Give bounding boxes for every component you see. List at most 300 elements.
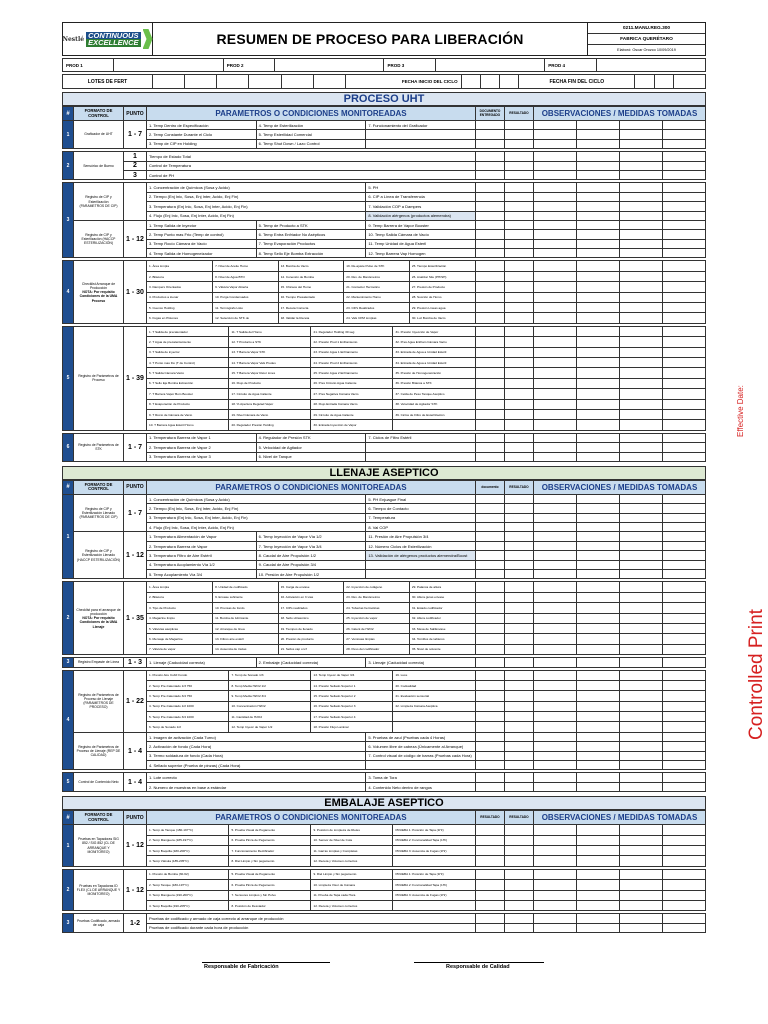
obs-cell[interactable] bbox=[662, 570, 705, 579]
obs-cell[interactable] bbox=[662, 230, 705, 239]
obs-cell[interactable] bbox=[619, 443, 662, 452]
obs-cell[interactable] bbox=[662, 761, 705, 770]
obs-cell[interactable] bbox=[619, 202, 662, 211]
obs-cell[interactable] bbox=[576, 368, 619, 378]
obs-cell[interactable] bbox=[576, 541, 619, 550]
obs-cell[interactable] bbox=[576, 880, 619, 890]
obs-cell[interactable] bbox=[533, 603, 576, 613]
doc-check-cell[interactable] bbox=[475, 368, 504, 378]
obs-cell[interactable] bbox=[619, 220, 662, 229]
obs-cell[interactable] bbox=[576, 773, 619, 782]
result-cell[interactable] bbox=[504, 326, 533, 336]
obs-cell[interactable] bbox=[576, 914, 619, 923]
obs-cell[interactable] bbox=[576, 399, 619, 409]
obs-cell[interactable] bbox=[662, 170, 705, 179]
obs-cell[interactable] bbox=[576, 211, 619, 220]
obs-cell[interactable] bbox=[662, 452, 705, 461]
result-cell[interactable] bbox=[504, 230, 533, 239]
obs-cell[interactable] bbox=[662, 368, 705, 378]
doc-check-cell[interactable] bbox=[475, 121, 504, 130]
obs-cell[interactable] bbox=[576, 433, 619, 442]
obs-cell[interactable] bbox=[533, 282, 576, 292]
obs-cell[interactable] bbox=[619, 541, 662, 550]
obs-cell[interactable] bbox=[619, 409, 662, 419]
obs-cell[interactable] bbox=[662, 560, 705, 569]
obs-cell[interactable] bbox=[533, 722, 576, 732]
obs-cell[interactable] bbox=[533, 249, 576, 258]
result-cell[interactable] bbox=[504, 152, 533, 161]
obs-cell[interactable] bbox=[533, 303, 576, 313]
obs-cell[interactable] bbox=[619, 644, 662, 654]
obs-cell[interactable] bbox=[662, 357, 705, 367]
obs-cell[interactable] bbox=[662, 239, 705, 248]
doc-check-cell[interactable] bbox=[475, 623, 504, 633]
doc-check-cell[interactable] bbox=[475, 551, 504, 560]
obs-cell[interactable] bbox=[662, 292, 705, 302]
result-cell[interactable] bbox=[504, 680, 533, 690]
result-cell[interactable] bbox=[504, 856, 533, 866]
obs-cell[interactable] bbox=[576, 532, 619, 541]
result-cell[interactable] bbox=[504, 368, 533, 378]
obs-cell[interactable] bbox=[533, 644, 576, 654]
obs-cell[interactable] bbox=[533, 523, 576, 532]
obs-cell[interactable] bbox=[576, 603, 619, 613]
result-cell[interactable] bbox=[504, 532, 533, 541]
obs-cell[interactable] bbox=[533, 337, 576, 347]
obs-cell[interactable] bbox=[533, 869, 576, 879]
doc-check-cell[interactable] bbox=[475, 742, 504, 751]
obs-cell[interactable] bbox=[533, 782, 576, 791]
obs-cell[interactable] bbox=[662, 732, 705, 741]
doc-check-cell[interactable] bbox=[475, 378, 504, 388]
obs-cell[interactable] bbox=[662, 261, 705, 271]
obs-cell[interactable] bbox=[533, 914, 576, 923]
obs-cell[interactable] bbox=[662, 494, 705, 503]
result-cell[interactable] bbox=[504, 513, 533, 522]
result-cell[interactable] bbox=[504, 603, 533, 613]
obs-cell[interactable] bbox=[576, 634, 619, 644]
obs-cell[interactable] bbox=[662, 722, 705, 732]
signature-line-fabricacion[interactable] bbox=[202, 962, 330, 963]
doc-check-cell[interactable] bbox=[475, 183, 504, 192]
obs-cell[interactable] bbox=[619, 271, 662, 281]
result-cell[interactable] bbox=[504, 551, 533, 560]
obs-cell[interactable] bbox=[662, 582, 705, 592]
result-cell[interactable] bbox=[504, 192, 533, 201]
doc-check-cell[interactable] bbox=[475, 825, 504, 835]
obs-cell[interactable] bbox=[619, 230, 662, 239]
obs-cell[interactable] bbox=[533, 420, 576, 430]
obs-cell[interactable] bbox=[533, 846, 576, 856]
obs-cell[interactable] bbox=[619, 261, 662, 271]
result-cell[interactable] bbox=[504, 161, 533, 170]
obs-cell[interactable] bbox=[619, 634, 662, 644]
obs-cell[interactable] bbox=[619, 239, 662, 248]
obs-cell[interactable] bbox=[576, 326, 619, 336]
result-cell[interactable] bbox=[504, 433, 533, 442]
obs-cell[interactable] bbox=[576, 378, 619, 388]
obs-cell[interactable] bbox=[533, 139, 576, 148]
obs-cell[interactable] bbox=[533, 183, 576, 192]
obs-cell[interactable] bbox=[576, 220, 619, 229]
obs-cell[interactable] bbox=[619, 121, 662, 130]
obs-cell[interactable] bbox=[533, 513, 576, 522]
obs-cell[interactable] bbox=[533, 532, 576, 541]
obs-cell[interactable] bbox=[619, 433, 662, 442]
obs-cell[interactable] bbox=[619, 582, 662, 592]
obs-cell[interactable] bbox=[533, 541, 576, 550]
result-cell[interactable] bbox=[504, 835, 533, 845]
result-cell[interactable] bbox=[504, 592, 533, 602]
obs-cell[interactable] bbox=[619, 303, 662, 313]
lot-field[interactable] bbox=[217, 75, 249, 89]
obs-cell[interactable] bbox=[662, 773, 705, 782]
doc-check-cell[interactable] bbox=[475, 347, 504, 357]
doc-check-cell[interactable] bbox=[475, 292, 504, 302]
doc-check-cell[interactable] bbox=[475, 130, 504, 139]
result-cell[interactable] bbox=[504, 722, 533, 732]
obs-cell[interactable] bbox=[662, 399, 705, 409]
obs-cell[interactable] bbox=[533, 326, 576, 336]
obs-cell[interactable] bbox=[619, 378, 662, 388]
obs-cell[interactable] bbox=[576, 570, 619, 579]
obs-cell[interactable] bbox=[662, 856, 705, 866]
doc-check-cell[interactable] bbox=[475, 634, 504, 644]
obs-cell[interactable] bbox=[662, 303, 705, 313]
result-cell[interactable] bbox=[504, 658, 533, 667]
obs-cell[interactable] bbox=[533, 923, 576, 932]
obs-cell[interactable] bbox=[662, 139, 705, 148]
obs-cell[interactable] bbox=[662, 504, 705, 513]
obs-cell[interactable] bbox=[619, 170, 662, 179]
obs-cell[interactable] bbox=[662, 900, 705, 910]
cycle-end-field[interactable] bbox=[654, 75, 673, 89]
result-cell[interactable] bbox=[504, 239, 533, 248]
doc-check-cell[interactable] bbox=[475, 914, 504, 923]
doc-check-cell[interactable] bbox=[475, 271, 504, 281]
obs-cell[interactable] bbox=[533, 835, 576, 845]
obs-cell[interactable] bbox=[619, 389, 662, 399]
obs-cell[interactable] bbox=[662, 613, 705, 623]
obs-cell[interactable] bbox=[533, 732, 576, 741]
obs-cell[interactable] bbox=[576, 292, 619, 302]
obs-cell[interactable] bbox=[533, 170, 576, 179]
result-cell[interactable] bbox=[504, 211, 533, 220]
obs-cell[interactable] bbox=[576, 582, 619, 592]
obs-cell[interactable] bbox=[619, 680, 662, 690]
obs-cell[interactable] bbox=[576, 303, 619, 313]
result-cell[interactable] bbox=[504, 357, 533, 367]
obs-cell[interactable] bbox=[533, 504, 576, 513]
obs-cell[interactable] bbox=[533, 313, 576, 323]
doc-check-cell[interactable] bbox=[475, 303, 504, 313]
obs-cell[interactable] bbox=[662, 282, 705, 292]
doc-check-cell[interactable] bbox=[475, 239, 504, 248]
result-cell[interactable] bbox=[504, 560, 533, 569]
result-cell[interactable] bbox=[504, 399, 533, 409]
obs-cell[interactable] bbox=[576, 712, 619, 722]
doc-check-cell[interactable] bbox=[475, 541, 504, 550]
obs-cell[interactable] bbox=[533, 130, 576, 139]
obs-cell[interactable] bbox=[576, 139, 619, 148]
obs-cell[interactable] bbox=[619, 282, 662, 292]
obs-cell[interactable] bbox=[662, 183, 705, 192]
obs-cell[interactable] bbox=[619, 152, 662, 161]
obs-cell[interactable] bbox=[662, 603, 705, 613]
result-cell[interactable] bbox=[504, 220, 533, 229]
cycle-start-field[interactable] bbox=[480, 75, 499, 89]
obs-cell[interactable] bbox=[533, 712, 576, 722]
doc-check-cell[interactable] bbox=[475, 658, 504, 667]
doc-check-cell[interactable] bbox=[475, 220, 504, 229]
obs-cell[interactable] bbox=[619, 192, 662, 201]
obs-cell[interactable] bbox=[662, 202, 705, 211]
doc-check-cell[interactable] bbox=[475, 139, 504, 148]
obs-cell[interactable] bbox=[576, 420, 619, 430]
obs-cell[interactable] bbox=[619, 890, 662, 900]
obs-cell[interactable] bbox=[576, 732, 619, 741]
prod1-field[interactable] bbox=[114, 59, 223, 72]
obs-cell[interactable] bbox=[662, 409, 705, 419]
doc-check-cell[interactable] bbox=[475, 592, 504, 602]
doc-check-cell[interactable] bbox=[475, 261, 504, 271]
doc-check-cell[interactable] bbox=[475, 357, 504, 367]
doc-check-cell[interactable] bbox=[475, 603, 504, 613]
obs-cell[interactable] bbox=[619, 249, 662, 258]
result-cell[interactable] bbox=[504, 389, 533, 399]
obs-cell[interactable] bbox=[576, 513, 619, 522]
lot-field[interactable] bbox=[313, 75, 345, 89]
obs-cell[interactable] bbox=[576, 249, 619, 258]
obs-cell[interactable] bbox=[533, 825, 576, 835]
obs-cell[interactable] bbox=[662, 592, 705, 602]
obs-cell[interactable] bbox=[662, 313, 705, 323]
obs-cell[interactable] bbox=[662, 249, 705, 258]
obs-cell[interactable] bbox=[576, 347, 619, 357]
obs-cell[interactable] bbox=[619, 504, 662, 513]
doc-check-cell[interactable] bbox=[475, 389, 504, 399]
obs-cell[interactable] bbox=[576, 644, 619, 654]
obs-cell[interactable] bbox=[662, 443, 705, 452]
result-cell[interactable] bbox=[504, 202, 533, 211]
doc-check-cell[interactable] bbox=[475, 399, 504, 409]
obs-cell[interactable] bbox=[619, 869, 662, 879]
result-cell[interactable] bbox=[504, 634, 533, 644]
obs-cell[interactable] bbox=[662, 701, 705, 711]
obs-cell[interactable] bbox=[619, 923, 662, 932]
lot-field[interactable] bbox=[185, 75, 217, 89]
result-cell[interactable] bbox=[504, 869, 533, 879]
doc-check-cell[interactable] bbox=[475, 532, 504, 541]
result-cell[interactable] bbox=[504, 282, 533, 292]
doc-check-cell[interactable] bbox=[475, 504, 504, 513]
obs-cell[interactable] bbox=[576, 494, 619, 503]
obs-cell[interactable] bbox=[576, 202, 619, 211]
obs-cell[interactable] bbox=[662, 691, 705, 701]
result-cell[interactable] bbox=[504, 742, 533, 751]
result-cell[interactable] bbox=[504, 292, 533, 302]
obs-cell[interactable] bbox=[662, 541, 705, 550]
obs-cell[interactable] bbox=[576, 443, 619, 452]
result-cell[interactable] bbox=[504, 782, 533, 791]
doc-check-cell[interactable] bbox=[475, 701, 504, 711]
obs-cell[interactable] bbox=[576, 670, 619, 680]
result-cell[interactable] bbox=[504, 378, 533, 388]
obs-cell[interactable] bbox=[576, 504, 619, 513]
doc-check-cell[interactable] bbox=[475, 326, 504, 336]
result-cell[interactable] bbox=[504, 613, 533, 623]
result-cell[interactable] bbox=[504, 751, 533, 760]
obs-cell[interactable] bbox=[619, 494, 662, 503]
result-cell[interactable] bbox=[504, 420, 533, 430]
obs-cell[interactable] bbox=[533, 613, 576, 623]
obs-cell[interactable] bbox=[619, 732, 662, 741]
doc-check-cell[interactable] bbox=[475, 680, 504, 690]
obs-cell[interactable] bbox=[662, 644, 705, 654]
result-cell[interactable] bbox=[504, 623, 533, 633]
obs-cell[interactable] bbox=[662, 121, 705, 130]
lot-field[interactable] bbox=[153, 75, 185, 89]
obs-cell[interactable] bbox=[619, 623, 662, 633]
obs-cell[interactable] bbox=[533, 582, 576, 592]
obs-cell[interactable] bbox=[619, 292, 662, 302]
doc-check-cell[interactable] bbox=[475, 170, 504, 179]
obs-cell[interactable] bbox=[576, 742, 619, 751]
doc-check-cell[interactable] bbox=[475, 192, 504, 201]
doc-check-cell[interactable] bbox=[475, 835, 504, 845]
doc-check-cell[interactable] bbox=[475, 523, 504, 532]
doc-check-cell[interactable] bbox=[475, 900, 504, 910]
obs-cell[interactable] bbox=[619, 452, 662, 461]
obs-cell[interactable] bbox=[576, 900, 619, 910]
obs-cell[interactable] bbox=[662, 192, 705, 201]
doc-check-cell[interactable] bbox=[475, 582, 504, 592]
obs-cell[interactable] bbox=[619, 337, 662, 347]
obs-cell[interactable] bbox=[662, 658, 705, 667]
obs-cell[interactable] bbox=[662, 825, 705, 835]
obs-cell[interactable] bbox=[576, 230, 619, 239]
obs-cell[interactable] bbox=[662, 271, 705, 281]
obs-cell[interactable] bbox=[576, 761, 619, 770]
obs-cell[interactable] bbox=[533, 452, 576, 461]
obs-cell[interactable] bbox=[662, 634, 705, 644]
obs-cell[interactable] bbox=[619, 742, 662, 751]
cycle-start-field[interactable] bbox=[461, 75, 480, 89]
obs-cell[interactable] bbox=[576, 282, 619, 292]
result-cell[interactable] bbox=[504, 494, 533, 503]
obs-cell[interactable] bbox=[533, 560, 576, 569]
obs-cell[interactable] bbox=[619, 560, 662, 569]
obs-cell[interactable] bbox=[619, 835, 662, 845]
obs-cell[interactable] bbox=[533, 691, 576, 701]
lot-field[interactable] bbox=[249, 75, 281, 89]
doc-check-cell[interactable] bbox=[475, 869, 504, 879]
obs-cell[interactable] bbox=[576, 846, 619, 856]
obs-cell[interactable] bbox=[533, 761, 576, 770]
obs-cell[interactable] bbox=[619, 399, 662, 409]
result-cell[interactable] bbox=[504, 504, 533, 513]
obs-cell[interactable] bbox=[576, 560, 619, 569]
obs-cell[interactable] bbox=[576, 592, 619, 602]
obs-cell[interactable] bbox=[576, 890, 619, 900]
obs-cell[interactable] bbox=[619, 691, 662, 701]
doc-check-cell[interactable] bbox=[475, 890, 504, 900]
doc-check-cell[interactable] bbox=[475, 773, 504, 782]
obs-cell[interactable] bbox=[576, 722, 619, 732]
obs-cell[interactable] bbox=[576, 523, 619, 532]
result-cell[interactable] bbox=[504, 121, 533, 130]
result-cell[interactable] bbox=[504, 825, 533, 835]
obs-cell[interactable] bbox=[662, 532, 705, 541]
result-cell[interactable] bbox=[504, 773, 533, 782]
obs-cell[interactable] bbox=[619, 130, 662, 139]
obs-cell[interactable] bbox=[576, 409, 619, 419]
obs-cell[interactable] bbox=[662, 420, 705, 430]
obs-cell[interactable] bbox=[619, 357, 662, 367]
cycle-end-field[interactable] bbox=[635, 75, 654, 89]
result-cell[interactable] bbox=[504, 347, 533, 357]
result-cell[interactable] bbox=[504, 183, 533, 192]
obs-cell[interactable] bbox=[576, 613, 619, 623]
obs-cell[interactable] bbox=[662, 923, 705, 932]
doc-check-cell[interactable] bbox=[475, 282, 504, 292]
obs-cell[interactable] bbox=[662, 161, 705, 170]
obs-cell[interactable] bbox=[576, 691, 619, 701]
doc-check-cell[interactable] bbox=[475, 202, 504, 211]
doc-check-cell[interactable] bbox=[475, 880, 504, 890]
obs-cell[interactable] bbox=[619, 701, 662, 711]
obs-cell[interactable] bbox=[619, 592, 662, 602]
result-cell[interactable] bbox=[504, 452, 533, 461]
doc-check-cell[interactable] bbox=[475, 513, 504, 522]
obs-cell[interactable] bbox=[619, 313, 662, 323]
obs-cell[interactable] bbox=[662, 130, 705, 139]
obs-cell[interactable] bbox=[533, 623, 576, 633]
obs-cell[interactable] bbox=[662, 551, 705, 560]
obs-cell[interactable] bbox=[576, 239, 619, 248]
doc-check-cell[interactable] bbox=[475, 420, 504, 430]
obs-cell[interactable] bbox=[533, 271, 576, 281]
doc-check-cell[interactable] bbox=[475, 712, 504, 722]
obs-cell[interactable] bbox=[619, 513, 662, 522]
result-cell[interactable] bbox=[504, 644, 533, 654]
doc-check-cell[interactable] bbox=[475, 249, 504, 258]
obs-cell[interactable] bbox=[619, 347, 662, 357]
doc-check-cell[interactable] bbox=[475, 644, 504, 654]
obs-cell[interactable] bbox=[533, 701, 576, 711]
obs-cell[interactable] bbox=[662, 433, 705, 442]
obs-cell[interactable] bbox=[619, 856, 662, 866]
doc-check-cell[interactable] bbox=[475, 433, 504, 442]
doc-check-cell[interactable] bbox=[475, 494, 504, 503]
obs-cell[interactable] bbox=[533, 494, 576, 503]
obs-cell[interactable] bbox=[533, 670, 576, 680]
doc-check-cell[interactable] bbox=[475, 211, 504, 220]
signature-line-calidad[interactable] bbox=[414, 962, 544, 963]
obs-cell[interactable] bbox=[662, 337, 705, 347]
result-cell[interactable] bbox=[504, 271, 533, 281]
doc-check-cell[interactable] bbox=[475, 409, 504, 419]
obs-cell[interactable] bbox=[533, 347, 576, 357]
obs-cell[interactable] bbox=[533, 399, 576, 409]
doc-check-cell[interactable] bbox=[475, 161, 504, 170]
doc-check-cell[interactable] bbox=[475, 761, 504, 770]
obs-cell[interactable] bbox=[662, 220, 705, 229]
obs-cell[interactable] bbox=[619, 712, 662, 722]
result-cell[interactable] bbox=[504, 732, 533, 741]
obs-cell[interactable] bbox=[662, 712, 705, 722]
obs-cell[interactable] bbox=[533, 773, 576, 782]
